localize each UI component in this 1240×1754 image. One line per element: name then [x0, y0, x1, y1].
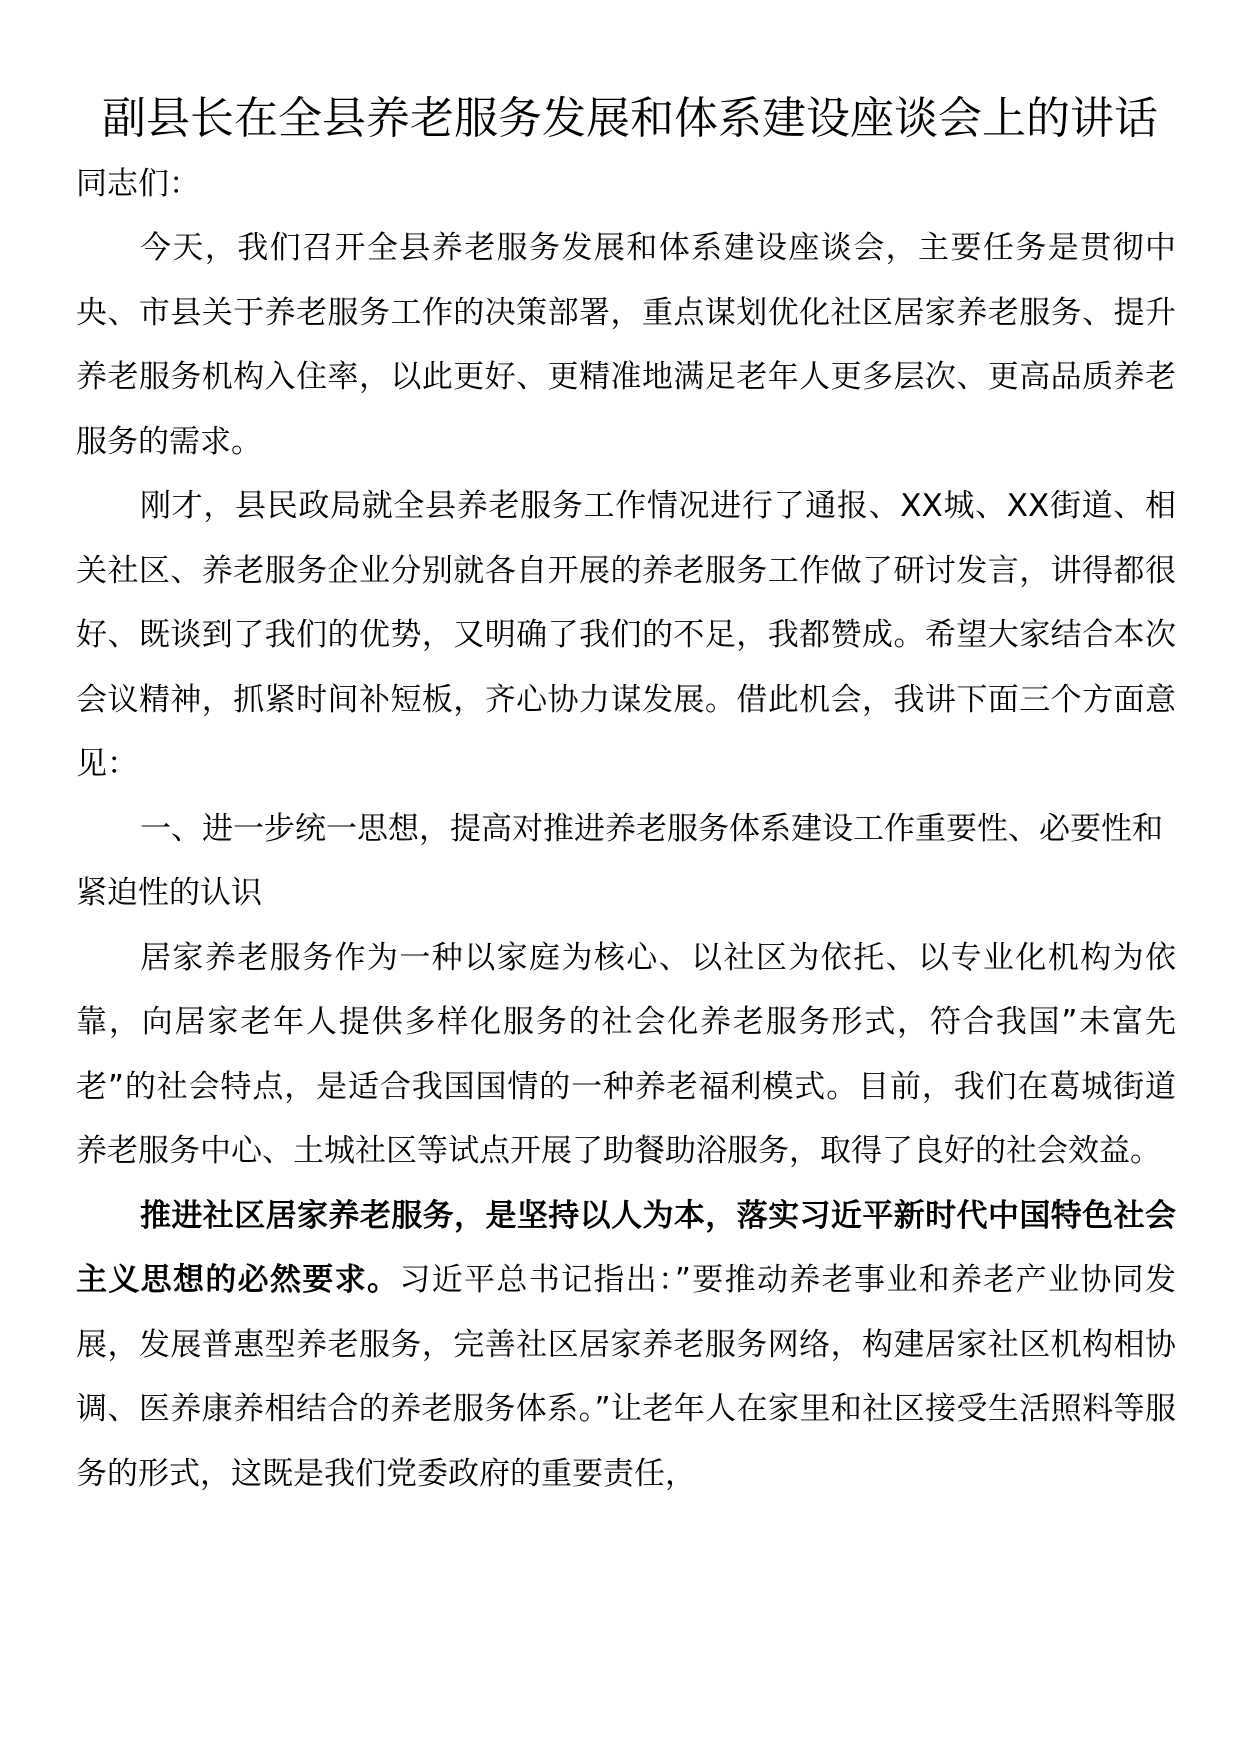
emphasis-body: 习近平总书记指出：”要推动养老事业和养老产业协同发展，发展普惠型养老服务，完善社区居家养老服务网络，构建居家社区机构相协调、医养康养相结合的养老服务体系。”让老年人在家里和社区接受生活照料等服务的形式，这既是我们党委政府的重要责任， — [76, 1262, 1177, 1492]
document-page — [76, 86, 1176, 1506]
emphasis-lead: 推进社区居家养老服务，是坚持以人为本，落实习近平新时代中国特色社会主义思想的必然要求。 — [76, 1197, 1176, 1298]
paragraph-opening: 今天，我们召开全县养老服务发展和体系建设座谈会，主要任务是贯彻中央、市县关于养老服务工作的决策部署，重点谋划优化社区居家养老服务、提升养老服务机构入住率，以此更好、更精准地满足老年人更多层次、更高品质养老服务的需求。 — [76, 230, 1176, 460]
paragraph-review: 刚才，县民政局就全县养老服务工作情况进行了通报、XX城、XX街道、相关社区、养老服务企业分别就各自开展的养老服务工作做了研讨发言，讲得都很好、既谈到了我们的优势，又明确了我们的不足，我都赞成。希望大家结合本次会议精神，抓紧时间补短板，齐心协力谋发展。借此机会，我讲下面三个方面意见： — [76, 488, 1176, 782]
document-title: 副县长在全县养老服务发展和体系建设座谈会上的讲话 — [102, 93, 1158, 144]
salutation: 同志们： — [76, 166, 200, 202]
paragraph-emphasis — [76, 1184, 1176, 1507]
section-heading-one: 一、进一步统一思想，提高对推进养老服务体系建设工作重要性、必要性和紧迫性的认识 — [76, 810, 1163, 911]
paragraph-home-care: 居家养老服务作为一种以家庭为核心、以社区为依托、以专业化机构为依靠，向居家老年人提供多样化服务的社会化养老服务形式，符合我国”未富先老”的社会特点，是适合我国国情的一种养老福利模式。目前，我们在葛城街道养老服务中心、土城社区等试点开展了助餐助浴服务，取得了良好的社会效益。 — [76, 939, 1176, 1169]
